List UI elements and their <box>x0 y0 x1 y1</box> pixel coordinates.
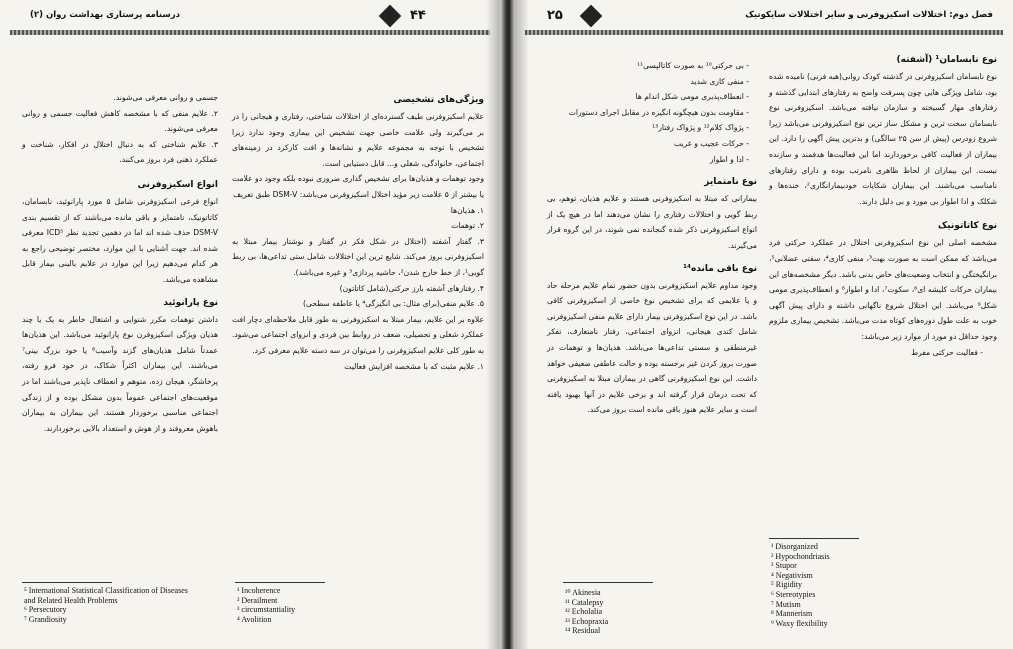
footnote: ¹⁰ Akinesia <box>565 588 601 597</box>
footnote-rule <box>22 582 112 583</box>
footnote: ³ Stupor <box>771 561 797 571</box>
section-heading: ویژگی‌های تشخیصی <box>393 95 484 105</box>
list-item: - حرکات عجیب و غریب <box>674 138 749 148</box>
footnote: ⁵ Rigidity <box>771 580 803 590</box>
paragraph: وجود مداوم علایم اسکیزوفرنی بدون حضور تمام علایم مرحله حاد و یا علایمی که برای تشخیص نوع خاصی از اسکیزوفرنی کافی باشد. در این نوع اسکیزوفرنی بیمار دارای علایم منفی اسکیزوفرنی شامل کندی هیجانی، انزوای اجتماعی، رفتار نامتعارف، تفکر غیرمنطقی و سستی تداعی‌ها می‌باشد. هذیان‌ها و توهمات در صورت بروز کردن غیر برجسته بوده و حالت عاطفی ضعیفی خواهد داشت. این نوع اسکیزوفرنی گاهی در بیماران مبتلا به اسکیزوفرنی که تحت درمان قرار گرفته اند و برخی علایم در آنها بهبود یافته است و سایر علایم هنوز باقی مانده است بروز می‌کند. <box>547 280 757 415</box>
footnote: ¹³ Echopraxia <box>565 616 609 626</box>
footnote: and Related Health Problems <box>24 595 118 605</box>
text-column-right <box>232 90 484 374</box>
section-heading: نوع پارانوئید <box>163 297 218 308</box>
diamond-ornament-icon <box>580 5 603 28</box>
footnote: ⁶ Persecutory <box>24 605 67 615</box>
header-rule <box>525 30 1003 35</box>
running-title: فصل دوم: اختلالات اسکیزوفرنی و سایر اختلالات سایکوتیک <box>745 10 993 20</box>
footnote: ³ circumstantiality <box>237 605 296 615</box>
footnote: ⁷ Grandiosity <box>24 614 67 624</box>
footnote: ¹ Disorganized <box>771 542 818 551</box>
section-heading: نوع نامتمایز <box>704 177 757 188</box>
paragraph: نوع نابسامان اسکیزوفرنی در گذشته کودک روانی(هبه فرنی) نامیده شده بود، شامل ویژگی هایی چون پسرفت واضح به رفتارهای ابتدایی گذشته و رفتارهای مهار گسیخته و سازمان نیافته می‌باشد. اسکیزوفرنی نوع نابسامان سخت ترین و مشکل ساز ترین نوع اسکیزوفرنی می‌باشد زیرا شروع زودرس (پیش از سن ۲۵ سالگی) و بدترین پیش آگهی را دارد. این بیماران از فعالیت کافی برخوردارند اما این فعالیت‌ها هدفمند و سازنده نیست. این بیماران از لحاظ ظاهری نامرتب بوده و دارای رفتارهای نامناسب می‌باشند. این بیماران شکایات خودبیمارانگاری²، خنده‌ها و شکلک و ادا اطوار بی مورد و بی دلیل دارند. <box>769 72 997 206</box>
list-item: ۴. رفتارهای آشفته بارز حرکتی(شامل کاتاتون) <box>339 283 484 293</box>
footnotes <box>24 586 188 624</box>
list-item: ۲. علایم منفی که با مشخصه کاهش فعالیت جسمی و روانی معرفی می‌شوند. <box>22 108 218 134</box>
list-item: ۱. هذیان‌ها <box>450 205 484 215</box>
footnote: ⁶ Stereotypies <box>771 589 816 599</box>
diamond-ornament-icon <box>379 5 402 28</box>
paragraph: داشتن توهمات مکرر شنوایی و اشتغال خاطر به یک یا چند هذیان ویژگی اسکیزوفرن نوع پارانوئید می‌باشد. این هذیان‌ها عمدتاً شامل هذیان‌های گزند وآسیب⁶ یا خود بزرگ بینی⁷ می‌باشند. این بیماران اکثراً شکاک، در خود فرو رفته، پرخاشگر، هیجان زده، متوهم و انعطاف ناپذیر می‌باشند اما در موقعیت‌های اجتماعی عموماً بدون مشکل بوده و از زندگی اجتماعی مناسبی برخوردار هستند. این بیماران به بیماران باهوش معروفند و از هوش و استعداد بالایی برخوردارند. <box>22 314 218 433</box>
list-item: ۳. گفتار آشفته (اختلال در شکل فکر در گفتار و نوشتار بیمار مبتلا به اسکیزوفرنی بروز می‌کند. شایع ترین این اختلالات شامل ستی تداعی‌ها، بی ربط گویی¹، از خط خارج شدن²، حاشیه پردازی³ و غیره می‌باشد). <box>232 236 484 277</box>
page-header <box>10 6 490 36</box>
left-page <box>0 0 500 649</box>
list-item: - انعطاف‌پذیری مومی شکل اندام ها <box>635 92 749 102</box>
footnote: ⁴ Avolition <box>237 614 272 624</box>
list-item: جسمی و روانی معرفی می‌شوند. <box>113 93 218 102</box>
footnote: ¹ Incoherence <box>237 586 281 595</box>
footnote: ⁹ Waxy flexibility <box>771 618 828 628</box>
footnote: ¹² Echolalia <box>565 607 603 617</box>
paragraph: علایم اسکیزوفرنی طیف گسترده‌ای از اختلالات شناختی، رفتاری و هیجانی را در بر می‌گیرند ولی علامت خاصی جهت تشخیص این بیماری وجود ندارد زیرا تشخیص با توجه به مجموعه علایم و نشانه‌ها و افت کارکرد در زمینه‌های اجتماعی، خانوادگی، شغلی و... قابل دستیابی است. <box>232 112 484 168</box>
list-item: - پژواک کلام¹² و پژواک رفتار¹³ <box>652 123 749 133</box>
paragraph: مشخصه اصلی این نوع اسکیزوفرنی اختلال در عملکرد حرکتی فرد می‌باشد که ممکن است به صورت بهت³، منفی کاری⁴، سفتی عضلانی⁵، برانگیختگی و انتخاب وضعیت‌های خاص بدنی باشد. دیگر مشخصه‌های این بیماران حرکات کلیشه ای⁶، سکوت⁷، ادا و اطوار⁸ و انعطاف‌پذیری مومی شکل⁹ می‌باشد. این اختلال شروع ناگهانی داشته و دارای پیش آگهی خوب به علت طول دوره‌های کوتاه مدت می‌باشد. تشخیص بیماری ملزوم وجود حداقل دو مورد از موارد زیر می‌باشد: <box>769 238 997 341</box>
section-heading: نوع کاتاتونیک <box>938 221 997 232</box>
footnote-rule <box>235 582 325 583</box>
paragraph: علاوه بر این علایم، بیمار مبتلا به اسکیزوفرنی به طور قابل ملاحظه‌ای دچار افت عملکرد شغلی و تحصیلی، ضعف در روابط بین فردی و انزوای اجتماعی می‌شود. به طور کلی علایم اسکیزوفرنی را می‌توان در سه دسته علایم معرفی کرد. <box>232 314 484 355</box>
text-column-right <box>769 50 997 360</box>
footnote: ⁴ Negativism <box>771 570 813 580</box>
list-item: ۱. علایم مثبت که با مشخصه افزایش فعالیت <box>344 361 484 371</box>
header-rule <box>10 30 490 35</box>
text-column-left <box>547 58 757 418</box>
page-number: ۴۴ <box>410 8 426 23</box>
footnote: ⁵ International Statistical Classification of Diseases <box>24 586 188 595</box>
paragraph: بیمارانی که مبتلا به اسکیزوفرنی هستند و علایم هذیان، توهم، بی ربط گویی و اختلالات رفتاری را نشان می‌دهند اما در هیچ یک از انواع اسکیزوفرنی ذکر شده گنجانده نمی شوند، در این گروه قرار می‌گیرند. <box>547 194 757 250</box>
footnotes <box>771 542 830 628</box>
list-item: ۵. علایم منفی(برای مثال: بی انگیزگی⁴ یا عاطفه سطحی) <box>302 299 484 309</box>
footnote-rule <box>769 538 859 539</box>
section-heading: انواع اسکیزوفرنی <box>137 179 218 190</box>
list-item: - منفی کاری شدید <box>690 76 749 86</box>
book-gutter <box>500 0 515 649</box>
list-item: - مقاومت بدون هیچگونه انگیزه در مقابل اجرای دستورات <box>568 107 749 117</box>
binding-shadow <box>486 0 500 649</box>
page-number: ۲۵ <box>547 8 563 23</box>
list-item: - فعالیت حرکتی مفرط <box>911 347 983 357</box>
right-page <box>515 0 1013 649</box>
running-title: درسنامه پرستاری بهداشت روان (۲) <box>30 10 181 20</box>
footnotes <box>565 588 608 636</box>
footnotes <box>237 586 295 624</box>
footnote: ⁸ Mannerism <box>771 609 813 619</box>
text-column-left <box>22 90 218 436</box>
binding-shadow <box>515 0 529 649</box>
footnote: ² Derailment <box>237 595 278 605</box>
section-heading: نوع باقی مانده¹⁴ <box>683 263 757 274</box>
section-heading: نوع نابسامان¹ (آشفته) <box>896 55 997 65</box>
list-item: ۳. علایم شناختی که به دنبال اختلال در افکار، شناخت و عملکرد ذهنی فرد بروز می‌کنند. <box>22 139 218 165</box>
paragraph: وجود توهمات و هذیان‌ها برای تشخیص گذاری ضروری نبوده بلکه وجود دو علامت یا بیشتر از ۵ علامت زیر مؤید اختلال اسکیزوفرنی می‌باشد: DSM-V طبق تعریف <box>232 174 484 199</box>
list-item: - بی حرکتی¹⁰ به صورت کاتالپسی¹¹ <box>636 61 749 70</box>
page-header <box>525 6 1003 36</box>
paragraph: انواع فرعی اسکیزوفرنی شامل ۵ مورد پارانوئید، نابسامان، کاتاتونیک، نامتمایز و باقی مانده می‌باشند که از تقسیم بندی DSM-V حذف شده اند اما در دهمین تجدید نظر ICD⁵ معرفی شده اند. جهت آشنایی با این موارد، مختصر توضیحی راجع به هر کدام می‌دهیم زیرا این موارد در علایم بالینی بیمار قابل مشاهده می‌باشد. <box>22 196 218 284</box>
footnote: ¹⁴ Residual <box>565 626 601 636</box>
footnote: ² Hypochondriasis <box>771 551 830 561</box>
list-item: - ادا و اطوار <box>709 154 749 164</box>
list-item: ۲. توهمات <box>451 221 484 231</box>
footnote: ⁷ Mutism <box>771 599 801 609</box>
footnote: ¹¹ Catalepsy <box>565 597 604 607</box>
footnote-rule <box>563 582 653 583</box>
